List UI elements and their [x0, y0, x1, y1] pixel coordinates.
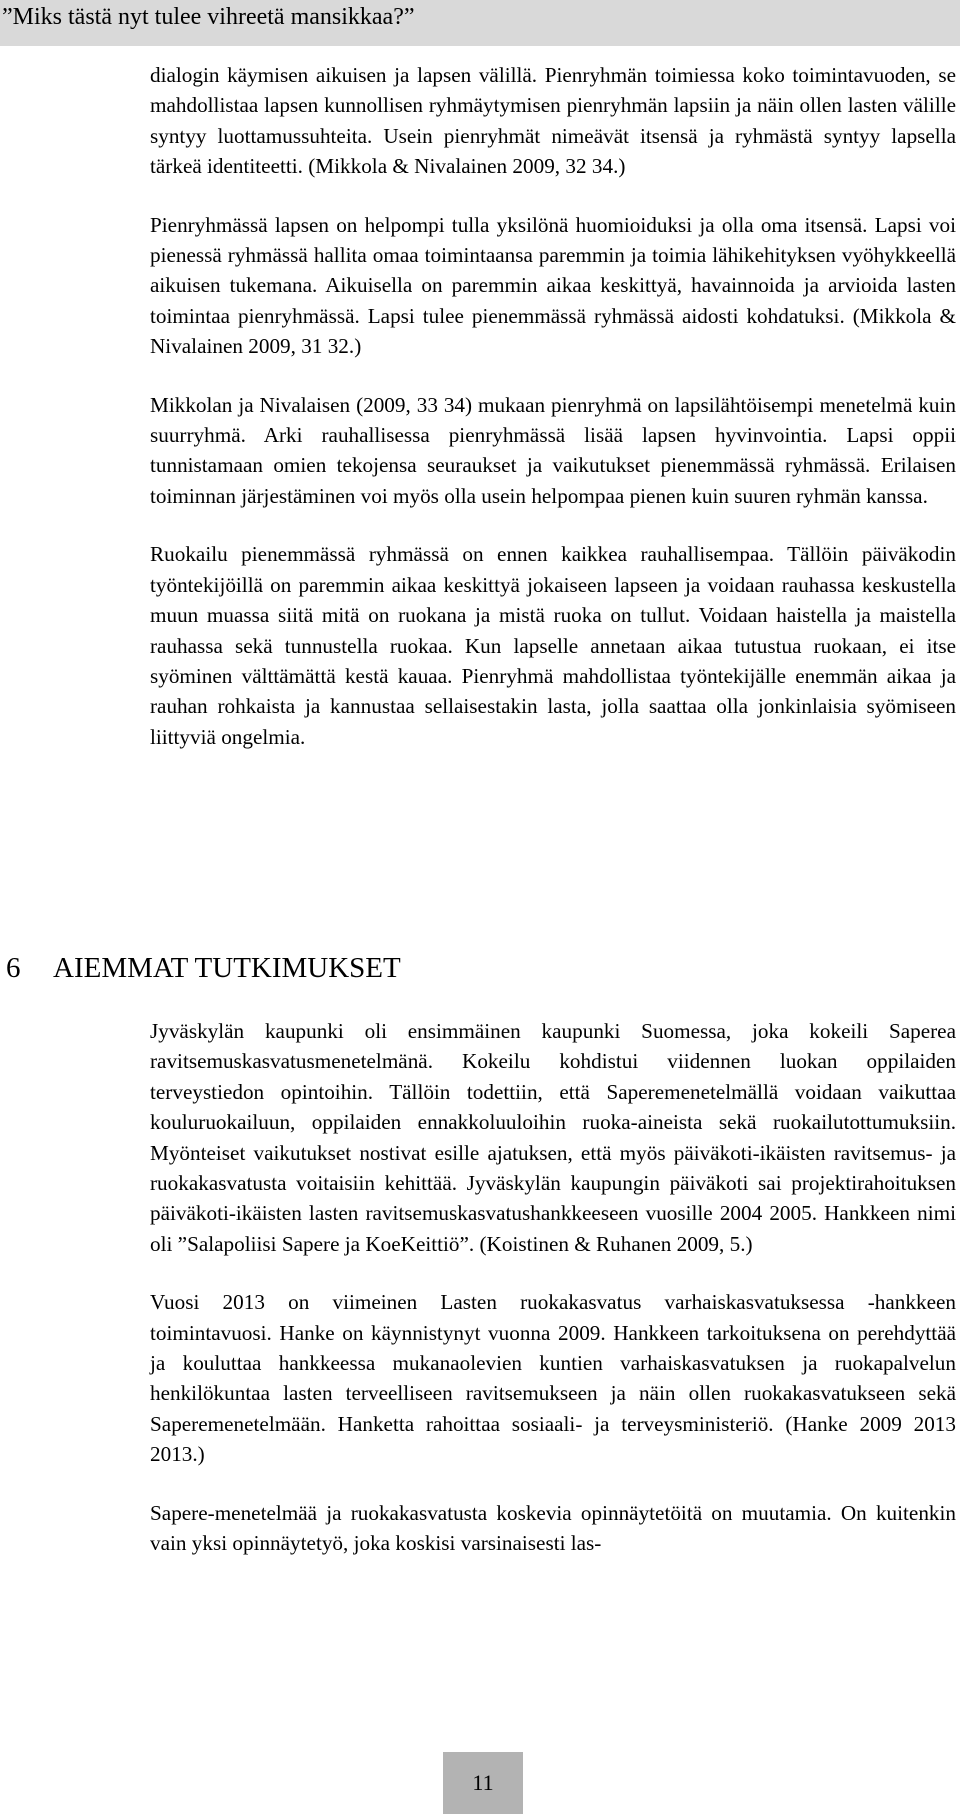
paragraph: Ruokailu pienemmässä ryhmässä on ennen kaikkea rauhallisempaa. Tällöin päiväkodin työntekijöillä on paremmin aikaa keskittyä jokaiseen lapseen ja voidaan rauhassa keskustella muun muassa siitä mitä on ruokana ja mistä ruoka on tullut. Voidaan haistella ja maistella rauhassa sekä tunnustella ruokaa. Kun lapselle annetaan aikaa tutustua ruokaan, ei itse syöminen välttämättä kestä kauaa. Pienryhmä mahdollistaa työntekijälle enemmän aikaa ja rauhan rohkaista ja kannustaa sellaisestakin lasta, jolla saattaa olla jonkinlaisia syömiseen liittyviä ongelmia. [150, 542, 956, 749]
page-number-box [443, 1752, 523, 1814]
body-text [150, 60, 956, 780]
page-number: 11 [472, 1770, 494, 1795]
paragraph: Vuosi 2013 on viimeinen Lasten ruokakasvatus varhaiskasvatuksessa -hankkeen toimintavuosi. Hanke on käynnistynyt vuonna 2009. Hankkeen tarkoituksena on perehdyttää ja kouluttaa hankkeessa mukanaolevien kuntien varhaiskasvatuksen ja ruokapalvelun henkilökuntaa lasten terveelliseen ravitsemukseen ja näin ollen ruokakasvatukseen sekä Saperemenetelmään. Hanketta rahoittaa sosiaali- ja terveysministeriö. (Hanke 2009 2013 2013.) [150, 1290, 956, 1467]
paragraph: Pienryhmässä lapsen on helpompi tulla yksilönä huomioiduksi ja olla oma itsensä. Lapsi voi pienessä ryhmässä hallita omaa toimintaansa paremmin ja toimia lähikehityksen vyöhykkeellä aikuisen tukemana. Aikuisella on paremmin aikaa keskittyä, havainnoida ja arvioida lasten toimintaa pienryhmässä. Lapsi tulee pienemmässä ryhmässä aidosti kohdatuksi. (Mikkola & Nivalainen 2009, 31 32.) [150, 212, 956, 359]
section-body-text [150, 1016, 956, 1587]
paragraph: Mikkolan ja Nivalaisen (2009, 33 34) mukaan pienryhmä on lapsilähtöisempi menetelmä kuin suurryhmä. Arki rauhallisessa pienryhmässä lisää lapsen hyvinvointia. Lapsi oppii tunnistamaan omien tekojensa seuraukset ja vaikutukset pienemmässä ryhmässä. Erilaisen toiminnan järjestäminen voi myös olla usein helpompaa pienen kuin suuren ryhmän kanssa. [150, 392, 956, 508]
paragraph: Jyväskylän kaupunki oli ensimmäinen kaupunki Suomessa, joka kokeili Saperea ravitsemuskasvatusmenetelmänä. Kokeilu kohdistui viidennen luokan oppilaiden terveystiedon opintoihin. Tällöin todettiin, että Saperemenetelmällä voidaan vaikuttaa kouluruokailuun, oppilaiden ennakkoluuloihin ruoka-aineista sekä ruokailutottumuksiin. Myönteiset vaikutukset nostivat esille ajatuksen, että myös päiväkoti-ikäisten ravitsemus- ja ruokakasvatusta voitaisiin kehittää. Jyväskylän kaupungin päiväkoti sai projektirahoituksen päiväkoti-ikäisten lasten ravitsemuskasvatushankkeeseen vuosille 2004 2005. Hankkeen nimi oli ”Salapoliisi Sapere ja KoeKeittiö”. (Koistinen & Ruhanen 2009, 5.) [150, 1019, 956, 1256]
section-number: 6 [6, 952, 21, 984]
section-title: AIEMMAT TUTKIMUKSET [53, 952, 401, 984]
running-header [0, 0, 960, 46]
document-title: ”Miks tästä nyt tulee vihreetä mansikkaa?” [2, 4, 415, 30]
paragraph: Sapere-menetelmää ja ruokakasvatusta koskevia opinnäytetöitä on muutamia. On kuitenkin vain yksi opinnäytetyö, joka koskisi varsinaisesti las- [150, 1500, 956, 1556]
section-heading [6, 950, 401, 986]
paragraph: dialogin käymisen aikuisen ja lapsen välillä. Pienryhmän toimiessa koko toimintavuoden, se mahdollistaa lapsen kunnollisen ryhmäytymisen pienryhmän lapsiin ja näin ollen lasten välille syntyy luottamussuhteita. Usein pienryhmät nimeävät itsensä ja ryhmästä syntyy lapsella tärkeä identiteetti. (Mikkola & Nivalainen 2009, 32 34.) [150, 63, 956, 179]
